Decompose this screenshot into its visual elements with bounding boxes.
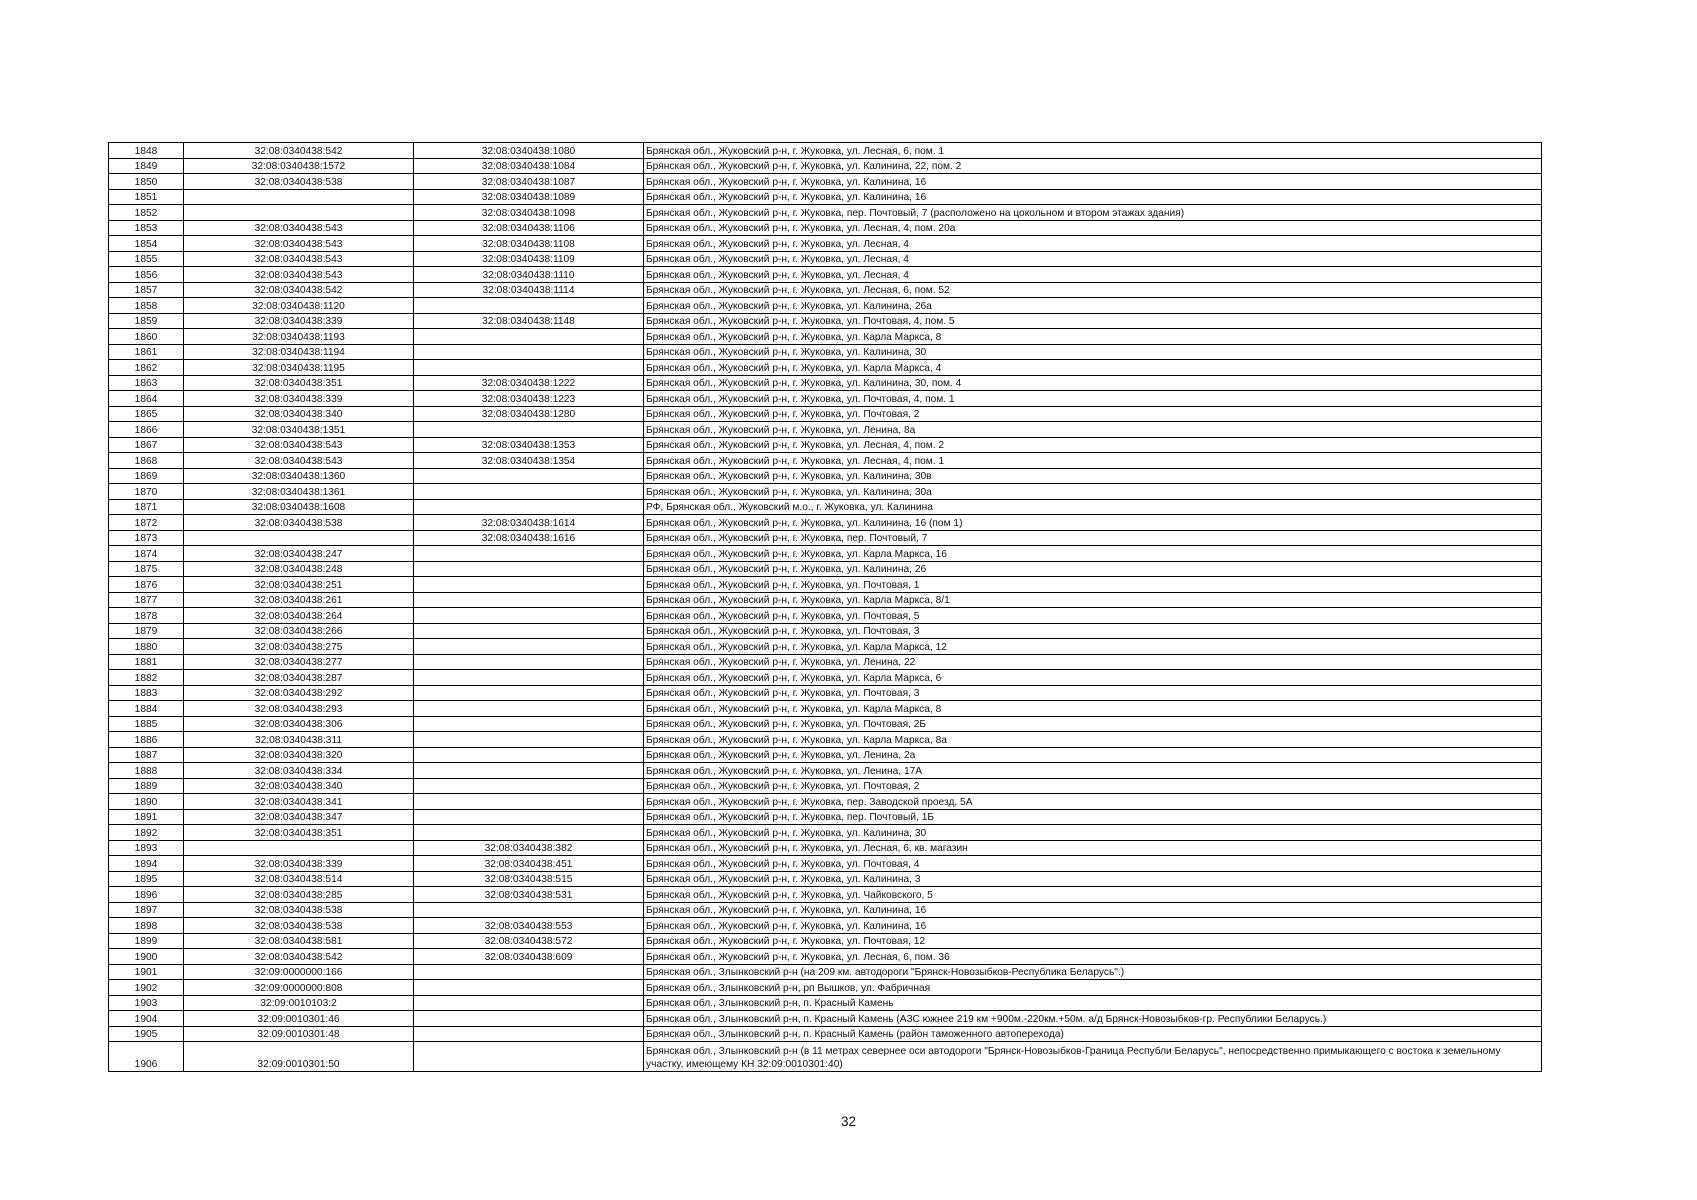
row-number-cell: 1876 [109, 577, 184, 593]
related-cadastral-number-cell [414, 670, 644, 686]
cadastral-number-cell: 32:08:0340438:514 [184, 871, 414, 887]
row-number-cell: 1901 [109, 964, 184, 980]
row-number-cell: 1893 [109, 840, 184, 856]
row-number-cell: 1890 [109, 794, 184, 810]
table-row [109, 1042, 1542, 1072]
address-cell: Брянская обл., Жуковский р-н, г. Жуковка, пер. Почтовый, 7 (расположено на цокольном и втором этажах здания) [644, 205, 1542, 221]
cadastral-number-cell: 32:08:0340438:339 [184, 313, 414, 329]
address-cell: Брянская обл., Злынковский р-н, рп Вышков, ул. Фабричная [644, 980, 1542, 996]
related-cadastral-number-cell: 32:08:0340438:553 [414, 918, 644, 934]
address-cell: Брянская обл., Жуковский р-н, г. Жуковка, ул. Лесная, 4 [644, 236, 1542, 252]
row-number-cell: 1895 [109, 871, 184, 887]
related-cadastral-number-cell [414, 592, 644, 608]
row-number-cell: 1863 [109, 375, 184, 391]
address-cell: Брянская обл., Жуковский р-н, г. Жуковка, ул. Почтовая, 4, пом. 5 [644, 313, 1542, 329]
cadastral-number-cell: 32:08:0340438:285 [184, 887, 414, 903]
related-cadastral-number-cell [414, 763, 644, 779]
row-number-cell: 1854 [109, 236, 184, 252]
table-row [109, 515, 1542, 531]
cadastral-number-cell: 32:09:0010301:50 [184, 1042, 414, 1072]
cadastral-number-cell: 32:08:0340438:1195 [184, 360, 414, 376]
table-row [109, 794, 1542, 810]
cadastral-number-cell: 32:08:0340438:1361 [184, 484, 414, 500]
address-cell: Брянская обл., Жуковский р-н, г. Жуковка, ул. Карла Маркса, 8 [644, 329, 1542, 345]
table-row [109, 716, 1542, 732]
cadastral-number-cell: 32:08:0340438:306 [184, 716, 414, 732]
cadastral-number-cell: 32:09:0010301:46 [184, 1011, 414, 1027]
cadastral-number-cell [184, 530, 414, 546]
related-cadastral-number-cell: 32:08:0340438:1280 [414, 406, 644, 422]
row-number-cell: 1886 [109, 732, 184, 748]
related-cadastral-number-cell [414, 747, 644, 763]
related-cadastral-number-cell: 32:08:0340438:1114 [414, 282, 644, 298]
table-row [109, 267, 1542, 283]
cadastral-number-cell [184, 205, 414, 221]
address-cell: Брянская обл., Жуковский р-н, г. Жуковка, ул. Чайковского, 5 [644, 887, 1542, 903]
table-row [109, 546, 1542, 562]
cadastral-number-cell: 32:08:0340438:261 [184, 592, 414, 608]
related-cadastral-number-cell: 32:08:0340438:609 [414, 949, 644, 965]
row-number-cell: 1885 [109, 716, 184, 732]
row-number-cell: 1898 [109, 918, 184, 934]
address-cell: Брянская обл., Жуковский р-н, г. Жуковка, ул. Калинина, 26 [644, 561, 1542, 577]
cadastral-number-cell: 32:08:0340438:1351 [184, 422, 414, 438]
address-cell: Брянская обл., Жуковский р-н, г. Жуковка, ул. Лесная, 6, пом. 1 [644, 143, 1542, 159]
cadastral-number-cell [184, 189, 414, 205]
row-number-cell: 1888 [109, 763, 184, 779]
address-cell: Брянская обл., Жуковский р-н, г. Жуковка, ул. Калинина, 16 [644, 189, 1542, 205]
row-number-cell: 1860 [109, 329, 184, 345]
cadastral-number-cell: 32:08:0340438:334 [184, 763, 414, 779]
related-cadastral-number-cell [414, 561, 644, 577]
table-row [109, 902, 1542, 918]
registry-table-body [109, 143, 1542, 1072]
address-cell: Брянская обл., Жуковский р-н, г. Жуковка, ул. Карла Маркса, 8а [644, 732, 1542, 748]
address-cell: Брянская обл., Злынковский р-н, п. Красный Камень [644, 995, 1542, 1011]
related-cadastral-number-cell [414, 468, 644, 484]
address-cell: Брянская обл., Жуковский р-н, г. Жуковка, ул. Калинина, 16 [644, 174, 1542, 190]
address-cell: Брянская обл., Жуковский р-н, г. Жуковка, ул. Почтовая, 12 [644, 933, 1542, 949]
table-row [109, 375, 1542, 391]
related-cadastral-number-cell: 32:08:0340438:1109 [414, 251, 644, 267]
cadastral-number-cell: 32:08:0340438:277 [184, 654, 414, 670]
table-row [109, 964, 1542, 980]
row-number-cell: 1857 [109, 282, 184, 298]
table-row [109, 282, 1542, 298]
address-cell: Брянская обл., Злынковский р-н (на 209 км. автодороги "Брянск-Новозыбков-Республика Беларусь".) [644, 964, 1542, 980]
row-number-cell: 1877 [109, 592, 184, 608]
cadastral-number-cell: 32:09:0010103:2 [184, 995, 414, 1011]
cadastral-number-cell: 32:08:0340438:538 [184, 174, 414, 190]
cadastral-number-cell: 32:08:0340438:264 [184, 608, 414, 624]
related-cadastral-number-cell [414, 825, 644, 841]
row-number-cell: 1868 [109, 453, 184, 469]
related-cadastral-number-cell [414, 329, 644, 345]
table-row [109, 654, 1542, 670]
address-cell: Брянская обл., Жуковский р-н, г. Жуковка, ул. Лесная, 4, пом. 1 [644, 453, 1542, 469]
related-cadastral-number-cell [414, 623, 644, 639]
related-cadastral-number-cell: 32:08:0340438:1087 [414, 174, 644, 190]
row-number-cell: 1866 [109, 422, 184, 438]
related-cadastral-number-cell [414, 1042, 644, 1072]
related-cadastral-number-cell [414, 577, 644, 593]
row-number-cell: 1858 [109, 298, 184, 314]
related-cadastral-number-cell: 32:08:0340438:451 [414, 856, 644, 872]
table-row [109, 313, 1542, 329]
table-row [109, 871, 1542, 887]
address-cell: Брянская обл., Жуковский р-н, г. Жуковка, ул. Почтовая, 2 [644, 778, 1542, 794]
row-number-cell: 1900 [109, 949, 184, 965]
row-number-cell: 1864 [109, 391, 184, 407]
address-cell: Брянская обл., Жуковский р-н, г. Жуковка, ул. Ленина, 2а [644, 747, 1542, 763]
table-row [109, 236, 1542, 252]
address-cell: Брянская обл., Жуковский р-н, г. Жуковка, пер. Почтовый, 7 [644, 530, 1542, 546]
row-number-cell: 1884 [109, 701, 184, 717]
row-number-cell: 1897 [109, 902, 184, 918]
row-number-cell: 1874 [109, 546, 184, 562]
table-row [109, 484, 1542, 500]
address-cell: Брянская обл., Жуковский р-н, г. Жуковка, ул. Калинина, 30в [644, 468, 1542, 484]
related-cadastral-number-cell [414, 639, 644, 655]
table-row [109, 980, 1542, 996]
cadastral-number-cell [184, 840, 414, 856]
cadastral-number-cell: 32:08:0340438:538 [184, 902, 414, 918]
row-number-cell: 1867 [109, 437, 184, 453]
address-cell: Брянская обл., Жуковский р-н, г. Жуковка, ул. Лесная, 4, пом. 20а [644, 220, 1542, 236]
related-cadastral-number-cell [414, 778, 644, 794]
cadastral-number-cell: 32:08:0340438:538 [184, 515, 414, 531]
address-cell: РФ, Брянская обл., Жуковский м.о., г. Жуковка, ул. Калинина [644, 499, 1542, 515]
related-cadastral-number-cell [414, 794, 644, 810]
table-row [109, 360, 1542, 376]
cadastral-number-cell: 32:08:0340438:251 [184, 577, 414, 593]
related-cadastral-number-cell: 32:08:0340438:1084 [414, 158, 644, 174]
table-row [109, 437, 1542, 453]
cadastral-number-cell: 32:08:0340438:543 [184, 453, 414, 469]
related-cadastral-number-cell: 32:08:0340438:382 [414, 840, 644, 856]
related-cadastral-number-cell: 32:08:0340438:1354 [414, 453, 644, 469]
table-row [109, 499, 1542, 515]
address-cell: Брянская обл., Жуковский р-н, г. Жуковка, ул. Почтовая, 1 [644, 577, 1542, 593]
address-cell: Брянская обл., Злынковский р-н (в 11 метрах севернее оси автодороги "Брянск-Новозыбков-Граница Республи Беларусь", непосредственно примыкающего с востока к земельному участку, имеющему КН 32:09:0010301:40) [644, 1042, 1542, 1072]
table-row [109, 918, 1542, 934]
address-cell: Брянская обл., Жуковский р-н, г. Жуковка, ул. Ленина, 22 [644, 654, 1542, 670]
table-row [109, 933, 1542, 949]
row-number-cell: 1856 [109, 267, 184, 283]
related-cadastral-number-cell [414, 422, 644, 438]
address-cell: Брянская обл., Жуковский р-н, г. Жуковка, ул. Почтовая, 2Б [644, 716, 1542, 732]
related-cadastral-number-cell: 32:08:0340438:1106 [414, 220, 644, 236]
table-row [109, 174, 1542, 190]
cadastral-number-cell: 32:09:0000000:808 [184, 980, 414, 996]
related-cadastral-number-cell [414, 1011, 644, 1027]
table-row [109, 577, 1542, 593]
address-cell: Брянская обл., Злынковский р-н, п. Красный Камень (район таможенного автоперехода) [644, 1026, 1542, 1042]
table-row [109, 251, 1542, 267]
row-number-cell: 1848 [109, 143, 184, 159]
related-cadastral-number-cell: 32:08:0340438:1089 [414, 189, 644, 205]
related-cadastral-number-cell [414, 732, 644, 748]
row-number-cell: 1871 [109, 499, 184, 515]
cadastral-number-cell: 32:08:0340438:292 [184, 685, 414, 701]
cadastral-number-cell: 32:08:0340438:543 [184, 236, 414, 252]
related-cadastral-number-cell [414, 685, 644, 701]
address-cell: Брянская обл., Жуковский р-н, г. Жуковка, ул. Калинина, 30, пом. 4 [644, 375, 1542, 391]
related-cadastral-number-cell: 32:08:0340438:1080 [414, 143, 644, 159]
cadastral-number-cell: 32:09:0010301:48 [184, 1026, 414, 1042]
address-cell: Брянская обл., Жуковский р-н, г. Жуковка, ул. Лесная, 4, пом. 2 [644, 437, 1542, 453]
row-number-cell: 1855 [109, 251, 184, 267]
cadastral-number-cell: 32:08:0340438:1120 [184, 298, 414, 314]
address-cell: Брянская обл., Жуковский р-н, г. Жуковка, ул. Карла Маркса, 16 [644, 546, 1542, 562]
cadastral-number-cell: 32:08:0340438:351 [184, 375, 414, 391]
row-number-cell: 1902 [109, 980, 184, 996]
related-cadastral-number-cell [414, 298, 644, 314]
cadastral-number-cell: 32:08:0340438:542 [184, 282, 414, 298]
row-number-cell: 1849 [109, 158, 184, 174]
table-row [109, 406, 1542, 422]
table-row [109, 732, 1542, 748]
address-cell: Брянская обл., Жуковский р-н, г. Жуковка, ул. Почтовая, 4 [644, 856, 1542, 872]
row-number-cell: 1883 [109, 685, 184, 701]
table-row [109, 949, 1542, 965]
related-cadastral-number-cell [414, 360, 644, 376]
address-cell: Брянская обл., Жуковский р-н, г. Жуковка, ул. Калинина, 26а [644, 298, 1542, 314]
row-number-cell: 1873 [109, 530, 184, 546]
address-cell: Брянская обл., Жуковский р-н, г. Жуковка, ул. Карла Маркса, 4 [644, 360, 1542, 376]
related-cadastral-number-cell [414, 902, 644, 918]
address-cell: Брянская обл., Жуковский р-н, г. Жуковка, ул. Калинина, 16 [644, 902, 1542, 918]
address-cell: Брянская обл., Жуковский р-н, г. Жуковка, ул. Карла Маркса, 8 [644, 701, 1542, 717]
cadastral-number-cell: 32:09:0000000:166 [184, 964, 414, 980]
row-number-cell: 1905 [109, 1026, 184, 1042]
address-cell: Брянская обл., Жуковский р-н, г. Жуковка, ул. Лесная, 6, кв. магазин [644, 840, 1542, 856]
cadastral-number-cell: 32:08:0340438:339 [184, 856, 414, 872]
cadastral-number-cell: 32:08:0340438:275 [184, 639, 414, 655]
cadastral-number-cell: 32:08:0340438:293 [184, 701, 414, 717]
row-number-cell: 1889 [109, 778, 184, 794]
address-cell: Брянская обл., Жуковский р-н, г. Жуковка, ул. Ленина, 8а [644, 422, 1542, 438]
row-number-cell: 1875 [109, 561, 184, 577]
table-row [109, 778, 1542, 794]
cadastral-number-cell: 32:08:0340438:543 [184, 437, 414, 453]
registry-table [108, 142, 1542, 1072]
table-row [109, 220, 1542, 236]
row-number-cell: 1878 [109, 608, 184, 624]
address-cell: Брянская обл., Жуковский р-н, г. Жуковка, ул. Калинина, 30 [644, 344, 1542, 360]
related-cadastral-number-cell: 32:08:0340438:531 [414, 887, 644, 903]
table-row [109, 623, 1542, 639]
page-number: 32 [840, 1114, 857, 1129]
related-cadastral-number-cell [414, 701, 644, 717]
table-row [109, 809, 1542, 825]
table-row [109, 701, 1542, 717]
row-number-cell: 1870 [109, 484, 184, 500]
address-cell: Брянская обл., Жуковский р-н, г. Жуковка, ул. Почтовая, 4, пом. 1 [644, 391, 1542, 407]
row-number-cell: 1892 [109, 825, 184, 841]
cadastral-number-cell: 32:08:0340438:543 [184, 220, 414, 236]
row-number-cell: 1882 [109, 670, 184, 686]
row-number-cell: 1869 [109, 468, 184, 484]
address-cell: Брянская обл., Жуковский р-н, г. Жуковка, ул. Карла Маркса, 6 [644, 670, 1542, 686]
table-row [109, 592, 1542, 608]
cadastral-number-cell: 32:08:0340438:543 [184, 251, 414, 267]
cadastral-number-cell: 32:08:0340438:1572 [184, 158, 414, 174]
cadastral-number-cell: 32:08:0340438:1194 [184, 344, 414, 360]
cadastral-number-cell: 32:08:0340438:247 [184, 546, 414, 562]
related-cadastral-number-cell: 32:08:0340438:1098 [414, 205, 644, 221]
related-cadastral-number-cell: 32:08:0340438:1148 [414, 313, 644, 329]
table-row [109, 763, 1542, 779]
address-cell: Брянская обл., Жуковский р-н, г. Жуковка, ул. Калинина, 16 (пом 1) [644, 515, 1542, 531]
related-cadastral-number-cell: 32:08:0340438:1110 [414, 267, 644, 283]
related-cadastral-number-cell [414, 546, 644, 562]
cadastral-number-cell: 32:08:0340438:341 [184, 794, 414, 810]
row-number-cell: 1904 [109, 1011, 184, 1027]
row-number-cell: 1865 [109, 406, 184, 422]
related-cadastral-number-cell [414, 716, 644, 732]
related-cadastral-number-cell [414, 484, 644, 500]
address-cell: Брянская обл., Жуковский р-н, г. Жуковка, ул. Калинина, 30а [644, 484, 1542, 500]
related-cadastral-number-cell [414, 654, 644, 670]
table-row [109, 298, 1542, 314]
address-cell: Брянская обл., Злынковский р-н, п. Красный Камень (АЗС южнее 219 км +900м.-220км.+50м. а/д Брянск-Новозыбков-гр. Республики Беларусь.) [644, 1011, 1542, 1027]
table-row [109, 685, 1542, 701]
address-cell: Брянская обл., Жуковский р-н, г. Жуковка, ул. Карла Маркса, 12 [644, 639, 1542, 655]
cadastral-number-cell: 32:08:0340438:320 [184, 747, 414, 763]
cadastral-number-cell: 32:08:0340438:340 [184, 778, 414, 794]
related-cadastral-number-cell: 32:08:0340438:1222 [414, 375, 644, 391]
related-cadastral-number-cell: 32:08:0340438:515 [414, 871, 644, 887]
related-cadastral-number-cell [414, 964, 644, 980]
address-cell: Брянская обл., Жуковский р-н, г. Жуковка, ул. Карла Маркса, 8/1 [644, 592, 1542, 608]
address-cell: Брянская обл., Жуковский р-н, г. Жуковка, ул. Почтовая, 2 [644, 406, 1542, 422]
address-cell: Брянская обл., Жуковский р-н, г. Жуковка, ул. Калинина, 30 [644, 825, 1542, 841]
address-cell: Брянская обл., Жуковский р-н, г. Жуковка, ул. Лесная, 6, пом. 52 [644, 282, 1542, 298]
related-cadastral-number-cell: 32:08:0340438:1353 [414, 437, 644, 453]
related-cadastral-number-cell [414, 809, 644, 825]
row-number-cell: 1861 [109, 344, 184, 360]
row-number-cell: 1872 [109, 515, 184, 531]
table-row [109, 468, 1542, 484]
row-number-cell: 1903 [109, 995, 184, 1011]
table-row [109, 639, 1542, 655]
cadastral-number-cell: 32:08:0340438:1608 [184, 499, 414, 515]
address-cell: Брянская обл., Жуковский р-н, г. Жуковка, ул. Лесная, 6, пом. 36 [644, 949, 1542, 965]
table-row [109, 391, 1542, 407]
table-row [109, 205, 1542, 221]
related-cadastral-number-cell [414, 980, 644, 996]
table-row [109, 329, 1542, 345]
address-cell: Брянская обл., Жуковский р-н, г. Жуковка, ул. Почтовая, 3 [644, 685, 1542, 701]
row-number-cell: 1862 [109, 360, 184, 376]
cadastral-number-cell: 32:08:0340438:287 [184, 670, 414, 686]
related-cadastral-number-cell [414, 1026, 644, 1042]
row-number-cell: 1887 [109, 747, 184, 763]
related-cadastral-number-cell: 32:08:0340438:1223 [414, 391, 644, 407]
related-cadastral-number-cell: 32:08:0340438:1108 [414, 236, 644, 252]
related-cadastral-number-cell [414, 995, 644, 1011]
row-number-cell: 1853 [109, 220, 184, 236]
row-number-cell: 1891 [109, 809, 184, 825]
table-row [109, 422, 1542, 438]
cadastral-number-cell: 32:08:0340438:543 [184, 267, 414, 283]
cadastral-number-cell: 32:08:0340438:542 [184, 143, 414, 159]
cadastral-number-cell: 32:08:0340438:542 [184, 949, 414, 965]
cadastral-number-cell: 32:08:0340438:248 [184, 561, 414, 577]
address-cell: Брянская обл., Жуковский р-н, г. Жуковка, ул. Ленина, 17А [644, 763, 1542, 779]
table-row [109, 995, 1542, 1011]
row-number-cell: 1881 [109, 654, 184, 670]
row-number-cell: 1880 [109, 639, 184, 655]
address-cell: Брянская обл., Жуковский р-н, г. Жуковка, ул. Почтовая, 5 [644, 608, 1542, 624]
cadastral-number-cell: 32:08:0340438:340 [184, 406, 414, 422]
table-row [109, 840, 1542, 856]
row-number-cell: 1894 [109, 856, 184, 872]
address-cell: Брянская обл., Жуковский р-н, г. Жуковка, ул. Калинина, 22, пом. 2 [644, 158, 1542, 174]
row-number-cell: 1852 [109, 205, 184, 221]
address-cell: Брянская обл., Жуковский р-н, г. Жуковка, пер. Почтовый, 1Б [644, 809, 1542, 825]
related-cadastral-number-cell [414, 344, 644, 360]
related-cadastral-number-cell [414, 499, 644, 515]
table-row [109, 1026, 1542, 1042]
table-row [109, 530, 1542, 546]
related-cadastral-number-cell: 32:08:0340438:1616 [414, 530, 644, 546]
row-number-cell: 1896 [109, 887, 184, 903]
cadastral-number-cell: 32:08:0340438:1193 [184, 329, 414, 345]
address-cell: Брянская обл., Жуковский р-н, г. Жуковка, ул. Лесная, 4 [644, 251, 1542, 267]
row-number-cell: 1899 [109, 933, 184, 949]
table-row [109, 887, 1542, 903]
address-cell: Брянская обл., Жуковский р-н, г. Жуковка, ул. Калинина, 16 [644, 918, 1542, 934]
row-number-cell: 1851 [109, 189, 184, 205]
table-row [109, 143, 1542, 159]
cadastral-number-cell: 32:08:0340438:538 [184, 918, 414, 934]
cadastral-number-cell: 32:08:0340438:347 [184, 809, 414, 825]
cadastral-number-cell: 32:08:0340438:266 [184, 623, 414, 639]
table-row [109, 825, 1542, 841]
cadastral-number-cell: 32:08:0340438:1360 [184, 468, 414, 484]
cadastral-number-cell: 32:08:0340438:581 [184, 933, 414, 949]
cadastral-number-cell: 32:08:0340438:351 [184, 825, 414, 841]
table-row [109, 670, 1542, 686]
row-number-cell: 1879 [109, 623, 184, 639]
related-cadastral-number-cell [414, 608, 644, 624]
table-row [109, 561, 1542, 577]
address-cell: Брянская обл., Жуковский р-н, г. Жуковка, ул. Калинина, 3 [644, 871, 1542, 887]
table-row [109, 747, 1542, 763]
table-row [109, 608, 1542, 624]
table-row [109, 453, 1542, 469]
cadastral-number-cell: 32:08:0340438:311 [184, 732, 414, 748]
table-row [109, 189, 1542, 205]
table-row [109, 344, 1542, 360]
related-cadastral-number-cell: 32:08:0340438:572 [414, 933, 644, 949]
row-number-cell: 1906 [109, 1042, 184, 1072]
address-cell: Брянская обл., Жуковский р-н, г. Жуковка, ул. Лесная, 4 [644, 267, 1542, 283]
row-number-cell: 1850 [109, 174, 184, 190]
related-cadastral-number-cell: 32:08:0340438:1614 [414, 515, 644, 531]
row-number-cell: 1859 [109, 313, 184, 329]
table-row [109, 158, 1542, 174]
cadastral-number-cell: 32:08:0340438:339 [184, 391, 414, 407]
address-cell: Брянская обл., Жуковский р-н, г. Жуковка, пер. Заводской проезд, 5А [644, 794, 1542, 810]
address-cell: Брянская обл., Жуковский р-н, г. Жуковка, ул. Почтовая, 3 [644, 623, 1542, 639]
table-row [109, 1011, 1542, 1027]
table-row [109, 856, 1542, 872]
